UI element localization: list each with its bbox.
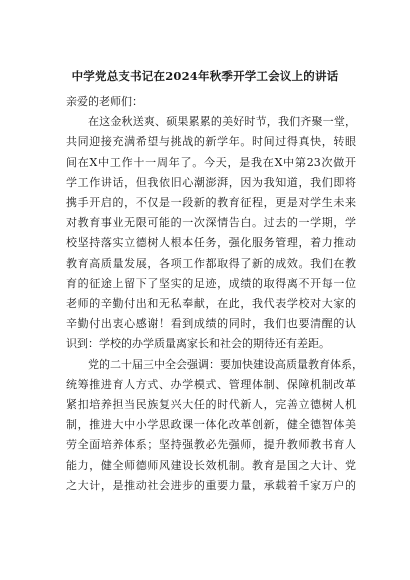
paragraph-2 <box>66 355 363 496</box>
document-title: 中学党总支书记在2024年秋季开学工会议上的讲话 <box>71 69 339 83</box>
paragraph-line: 老师的辛勤付出和无私奉献，在此，我代表学校对大家的 <box>66 297 356 311</box>
paragraph-line: 携手开启的，不仅是一段新的教育征程，更是对学生未来 <box>66 196 356 210</box>
paragraph-line: 学工作讲话，但我依旧心潮澎湃，因为我知道，我们即将 <box>66 175 356 189</box>
document-body <box>66 92 363 496</box>
paragraph-line: 辛勤付出衷心感谢！看到成绩的同时，我们也要清醒的认 <box>66 317 356 331</box>
paragraph-line: 党的二十届三中全会强调：要加快建设高质量教育体系， <box>88 357 363 371</box>
paragraph-line: 育的征途上留下了坚实的足迹，成绩的取得离不开每一位 <box>66 276 356 290</box>
paragraph-line: 校坚持落实立德树人根本任务，强化服务管理，着力推动 <box>66 236 356 250</box>
paragraph-line: 识到：学校的办学质量离家长和社会的期待还有差距。 <box>66 337 330 351</box>
paragraph-line: 共同迎接充满希望与挑战的新学年。时间过得真快，转眼 <box>66 135 356 149</box>
paragraph-line: 能力，健全师德师风建设长效机制。教育是国之大计、党 <box>66 458 356 472</box>
paragraph-line: 统筹推进育人方式、办学模式、管理体制、保障机制改革 <box>66 377 356 391</box>
paragraph-line: 在这金秋送爽、硕果累累的美好时节，我们齐聚一堂， <box>88 115 356 129</box>
paragraph-line: 制，推进大中小学思政课一体化改革创新，健全德智体美 <box>66 418 356 432</box>
paragraph-line: 间在X中工作十一周年了。今天，是我在X中第23次做开 <box>66 155 356 169</box>
paragraph-line: 之大计，是推动社会进步的重要力量，承载着千家万户的 <box>66 478 356 492</box>
salutation: 亲爱的老师们： <box>66 95 143 108</box>
paragraph-line: 教育高质量发展，各项工作都取得了新的成效。我们在教 <box>66 256 356 270</box>
paragraph-line: 对教育事业无限可能的一次深情告白。过去的一学期，学 <box>66 216 356 230</box>
paragraph-1 <box>66 112 356 354</box>
paragraph-line: 紧扣培养担当民族复兴大任的时代新人，完善立德树人机 <box>66 398 356 412</box>
paragraph-line: 劳全面培养体系；坚持强教必先强师，提升教师教书育人 <box>66 438 356 452</box>
